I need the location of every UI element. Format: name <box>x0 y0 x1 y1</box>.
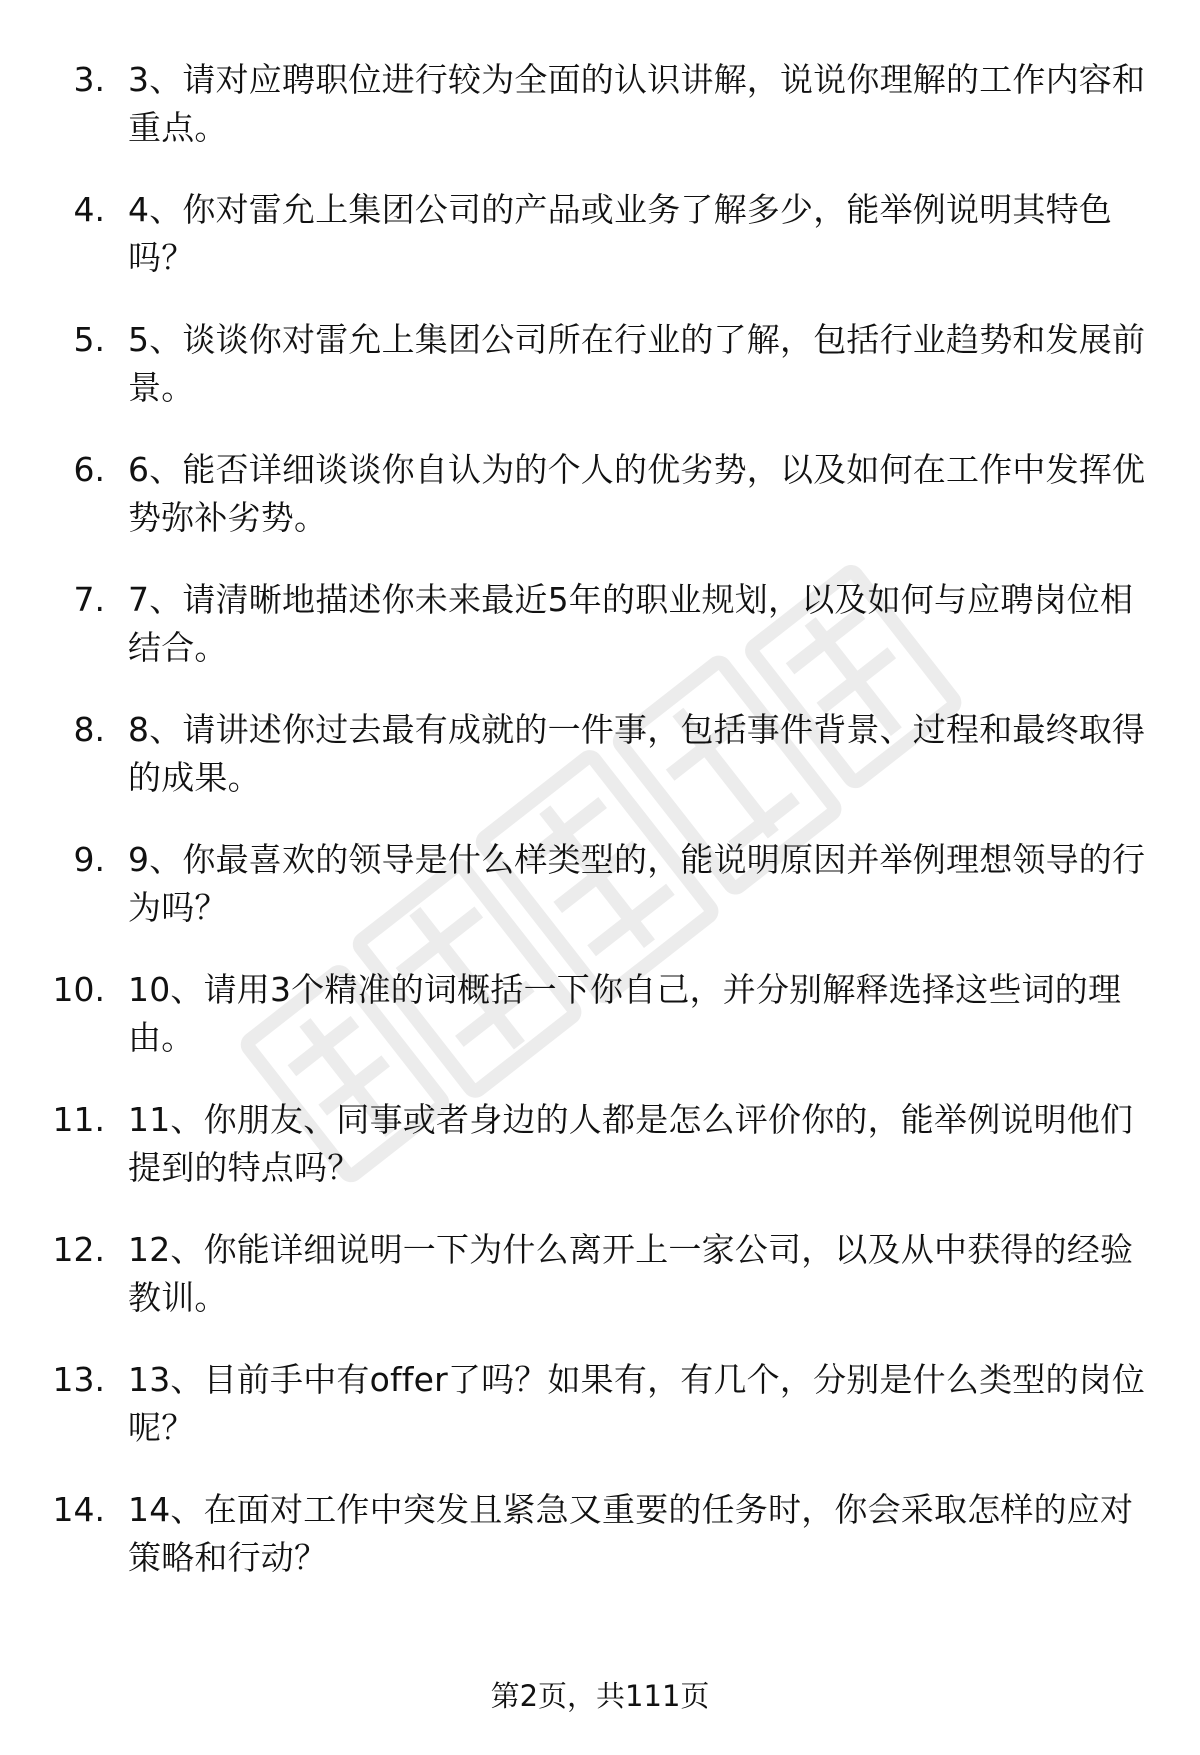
question-text: 7、请清晰地描述你未来最近5年的职业规划，以及如何与应聘岗位相结合。 <box>128 580 1134 667</box>
list-item <box>0 576 1200 706</box>
list-item <box>0 446 1200 576</box>
question-text: 6、能否详细谈谈你自认为的个人的优劣势，以及如何在工作中发挥优势弥补劣势。 <box>128 450 1146 537</box>
list-item <box>0 1356 1200 1486</box>
question-list <box>0 56 1200 1616</box>
question-number: 4. <box>73 190 105 229</box>
question-number: 13. <box>52 1360 105 1399</box>
list-item <box>0 1096 1200 1226</box>
question-number: 8. <box>73 710 105 749</box>
question-number: 12. <box>52 1230 105 1269</box>
question-number: 6. <box>73 450 105 489</box>
question-number: 9. <box>73 840 105 879</box>
question-number: 7. <box>73 580 105 619</box>
question-number: 14. <box>52 1490 105 1529</box>
list-item <box>0 316 1200 446</box>
question-number: 5. <box>73 320 105 359</box>
list-item <box>0 1226 1200 1356</box>
question-text: 5、谈谈你对雷允上集团公司所在行业的了解，包括行业趋势和发展前景。 <box>128 320 1146 407</box>
list-item <box>0 56 1200 186</box>
question-text: 9、你最喜欢的领导是什么样类型的，能说明原因并举例理想领导的行为吗？ <box>128 840 1146 927</box>
question-number: 11. <box>52 1100 105 1139</box>
question-number: 10. <box>52 970 105 1009</box>
question-text: 8、请讲述你过去最有成就的一件事，包括事件背景、过程和最终取得的成果。 <box>128 710 1146 797</box>
question-text: 4、你对雷允上集团公司的产品或业务了解多少，能举例说明其特色吗？ <box>128 190 1112 277</box>
list-item <box>0 1486 1200 1616</box>
page-number: 第2页，共111页 <box>490 1679 710 1713</box>
question-text: 3、请对应聘职位进行较为全面的认识讲解，说说你理解的工作内容和重点。 <box>128 60 1146 147</box>
list-item <box>0 706 1200 836</box>
list-item <box>0 186 1200 316</box>
question-text: 14、在面对工作中突发且紧急又重要的任务时，你会采取怎样的应对策略和行动？ <box>128 1490 1134 1577</box>
list-item <box>0 836 1200 966</box>
list-item <box>0 966 1200 1096</box>
question-text: 12、你能详细说明一下为什么离开上一家公司，以及从中获得的经验教训。 <box>128 1230 1134 1317</box>
question-text: 11、你朋友、同事或者身边的人都是怎么评价你的，能举例说明他们提到的特点吗？ <box>128 1100 1134 1187</box>
question-text: 10、请用3个精准的词概括一下你自己，并分别解释选择这些词的理由。 <box>128 970 1122 1057</box>
question-text: 13、目前手中有offer了吗？如果有，有几个，分别是什么类型的岗位呢？ <box>128 1360 1146 1447</box>
question-number: 3. <box>73 60 105 99</box>
